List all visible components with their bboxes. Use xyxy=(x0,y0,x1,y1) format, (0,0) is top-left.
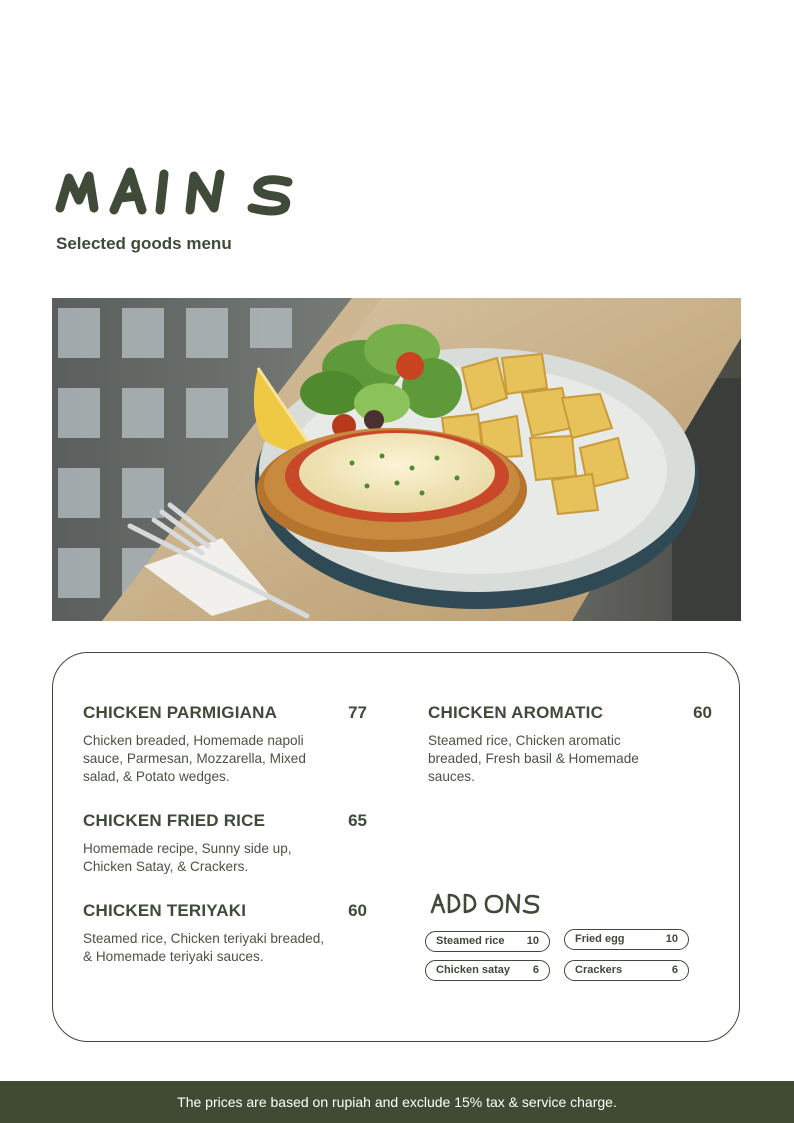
addon-name: Fried egg xyxy=(575,933,625,945)
addon-name: Chicken satay xyxy=(436,964,510,976)
menu-item-name: CHICKEN AROMATIC xyxy=(428,703,604,722)
page-title xyxy=(52,162,312,228)
addon-price: 10 xyxy=(665,933,678,945)
menu-item-name: CHICKEN PARMIGIANA xyxy=(83,703,278,722)
menu-item-price: 77 xyxy=(348,703,367,722)
menu-item-description: Steamed rice, Chicken teriyaki breaded, & Homemade teriyaki sauces. xyxy=(83,931,325,964)
menu-item-description: Chicken breaded, Homemade napoli sauce, Parmesan, Mozzarella, Mixed salad, & Potato wedges. xyxy=(83,733,306,784)
addon-price: 6 xyxy=(671,964,678,976)
menu-item-name: CHICKEN TERIYAKI xyxy=(83,901,247,920)
addon-fried-egg xyxy=(564,929,689,950)
addon-price: 10 xyxy=(526,935,539,947)
addon-crackers xyxy=(564,960,689,981)
addon-name: Crackers xyxy=(575,964,623,976)
page-subtitle: Selected goods menu xyxy=(56,234,232,253)
addon-price: 6 xyxy=(532,964,539,976)
addon-name: Steamed rice xyxy=(436,935,505,947)
menu-item-price: 65 xyxy=(348,811,367,830)
addon-chicken-satay xyxy=(425,960,550,981)
menu-item-price: 60 xyxy=(348,901,367,920)
footer-note: The prices are based on rupiah and exclude 15% tax & service charge. xyxy=(0,1081,794,1123)
addon-steamed-rice xyxy=(425,931,550,952)
menu-item-price: 60 xyxy=(693,703,712,722)
menu-item-description: Homemade recipe, Sunny side up, Chicken Satay, & Crackers. xyxy=(83,841,292,874)
hero-food-photo xyxy=(52,298,741,621)
menu-item-description: Steamed rice, Chicken aromatic breaded, Fresh basil & Homemade sauces. xyxy=(428,733,639,784)
addons-title xyxy=(430,892,542,916)
menu-item-name: CHICKEN FRIED RICE xyxy=(83,811,266,830)
